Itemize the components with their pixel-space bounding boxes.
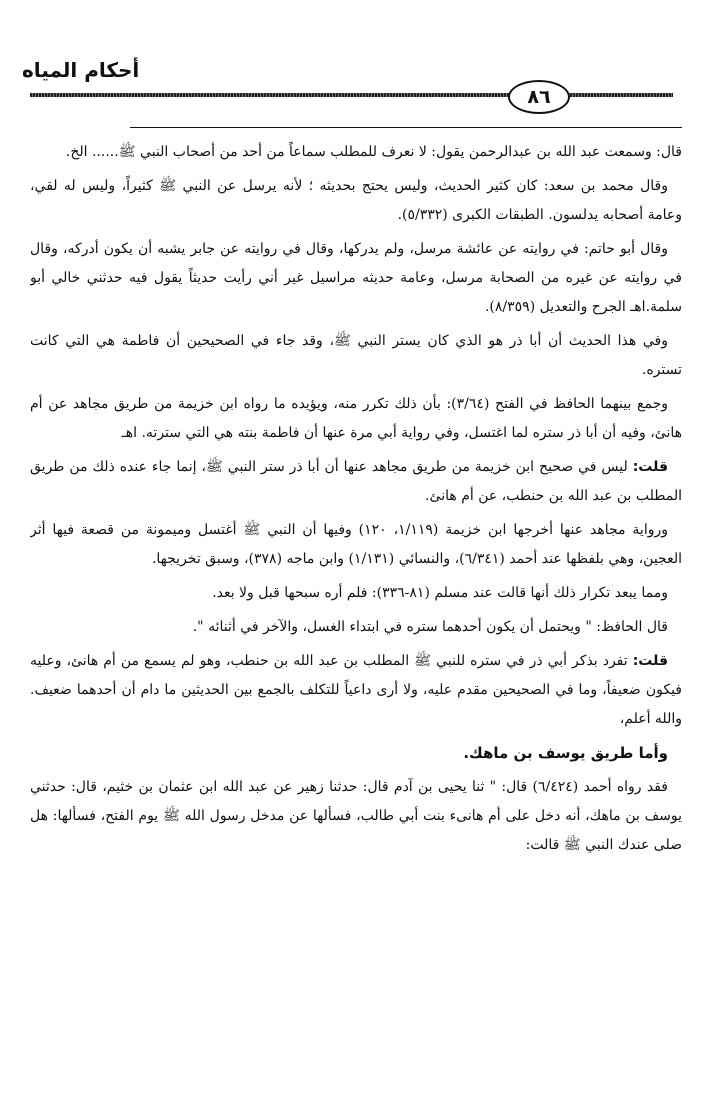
book-title: أحكام المياه <box>22 58 140 82</box>
qult-paragraph <box>30 453 682 511</box>
paragraph: ومما يبعد تكرار ذلك أنها قالت عند مسلم (٨١-٣٣٦): فلم أره سبحها قبل ولا بعد. <box>212 585 668 601</box>
page-number: ٨٦ <box>508 80 570 114</box>
qult-text: تفرد بذكر أبي ذر في ستره للنبي ﷺ المطلب بن عبد الله بن حنطب، وهو لم يسمع من أم هانئ، وعليه فيكون ضعيفاً، وما في الصحيحين مقدم عليه، ولا أرى داعياً للتكلف بالجمع بين الحديثين ما دام أن أحدهما ضعيف. والله أعلم، <box>30 653 682 727</box>
footnote-rule <box>130 127 682 128</box>
paragraph: وجمع بينهما الحافظ في الفتح (٣/٦٤): بأن ذلك تكرر منه، ويؤيده ما رواه ابن خزيمة من طريق مجاهد عن أم هانئ، وفيه أن أبا ذر ستره لما اغتسل، وفي رواية أبي مرة عنها أن فاطمة بنته هي التي سترته. اهـ <box>30 396 682 441</box>
paragraph: وقال أبو حاتم: في روايته عن عائشة مرسل، ولم يدركها، وقال في روايته عن جابر يشبه أن يكون أدركه، وقال في روايته عن غيره من الصحابة مرسل، وعامة حديثه مراسيل غير أني رأيت حديثاً يقول فيه حدثني خالي أبو سلمة.اهـ الجرح والتعديل (٨/٣٥٩). <box>30 241 682 315</box>
paragraph: وفي هذا الحديث أن أبا ذر هو الذي كان يستر النبي ﷺ، وقد جاء في الصحيحين أن فاطمة هي التي كانت تستره. <box>30 333 682 378</box>
paragraph: فقد رواه أحمد (٦/٤٢٤) قال: " ثنا يحيى بن آدم قال: حدثنا زهير عن عبد الله ابن عثمان بن خثيم، قال: حدثني يوسف بن ماهك، أنه دخل على أم هانىء بنت أبي طالب، فسألها عن مدخل رسول الله ﷺ يوم الفتح، فسألها: هل صلى عندك النبي ﷺ قالت: <box>30 779 682 853</box>
page-body <box>30 138 682 1098</box>
paragraph: وقال محمد بن سعد: كان كثير الحديث، وليس يحتج بحديثه ؛ لأنه يرسل عن النبي ﷺ كثيراً، وليس له لقي، وعامة أصحابه يدلسون. الطبقات الكبرى (٥/٣٣٢). <box>30 178 682 223</box>
section-heading: وأما طريق يوسف بن ماهك. <box>463 744 668 762</box>
paragraph: ورواية مجاهد عنها أخرجها ابن خزيمة (١/١١٩، ١٢٠) وفيها أن النبي ﷺ أغتسل وميمونة من قصعة فيها أثر العجين، وهي بلفظها عند أحمد (٦/٣٤١)، والنسائي (١/١٣١) وابن ماجه (٣٧٨)، وسبق تخريجها. <box>30 522 682 567</box>
paragraph: قال الحافظ: " ويحتمل أن يكون أحدهما ستره في ابتداء الغسل، والآخر في أثنائه ". <box>192 619 668 635</box>
header-rule <box>30 93 673 97</box>
page-header <box>0 0 703 110</box>
qult-paragraph <box>30 647 682 734</box>
qult-label: قلت: <box>632 653 668 669</box>
qult-label: قلت: <box>632 459 668 475</box>
paragraph: قال: وسمعت عبد الله بن عبدالرحمن يقول: لا نعرف للمطلب سماعاً من أحد من أصحاب النبي ﷺ...... الخ. <box>65 144 682 160</box>
qult-text: ليس في صحيح ابن خزيمة من طريق مجاهد عنها أن أبا ذر ستر النبي ﷺ، إنما جاء عنده ذلك من طريق المطلب بن عبد الله بن حنطب، عن أم هانئ. <box>30 459 682 504</box>
